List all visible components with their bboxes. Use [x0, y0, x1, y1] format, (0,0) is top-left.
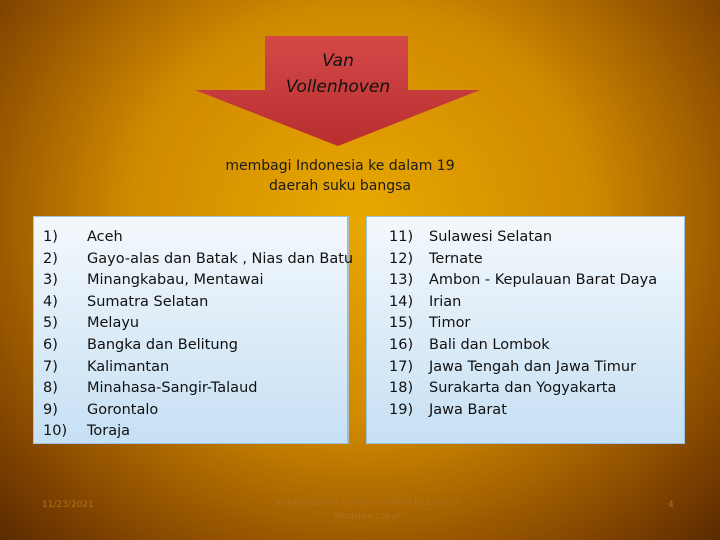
item-number: 19) — [389, 401, 414, 418]
item-name: Bangka dan Belitung — [87, 336, 238, 353]
item-name: Gayo-alas dan Batak , Nias dan Batu — [87, 250, 354, 267]
list-item — [43, 292, 353, 314]
list-item — [389, 335, 657, 357]
item-name: Gorontalo — [87, 401, 159, 418]
list-item — [389, 357, 657, 379]
list-item — [389, 292, 657, 314]
list-item — [389, 313, 657, 335]
item-name: Jawa Barat — [429, 401, 507, 418]
arrow-title-line1: Van — [322, 51, 354, 71]
item-number: 11) — [389, 229, 414, 245]
item-name: Timor — [429, 315, 471, 332]
arrow-title — [268, 48, 408, 100]
item-name: Melayu — [87, 315, 140, 332]
footer-caption-line2: Moustan Lokal — [334, 512, 400, 522]
left-region-panel — [33, 216, 354, 444]
item-name: Minahasa-Sangir-Talaud — [87, 380, 258, 397]
item-number: 16) — [389, 336, 414, 353]
list-item — [389, 227, 657, 249]
list-item — [43, 270, 353, 292]
item-number: 15) — [389, 315, 414, 332]
item-name: Toraja — [87, 423, 131, 440]
item-number: 6) — [43, 336, 58, 353]
item-number: 4) — [43, 293, 58, 310]
item-number: 9) — [43, 401, 58, 418]
right-region-list — [389, 227, 657, 421]
item-name: Ternate — [429, 250, 483, 267]
page-number: 4 — [668, 500, 674, 510]
footer-caption-line1: Keberagaman Budaya - PMKTI Industri // — [276, 498, 458, 508]
item-number: 17) — [389, 358, 414, 375]
footer-caption — [252, 496, 482, 524]
item-name: Aceh — [87, 229, 123, 245]
list-item — [43, 421, 353, 443]
item-name: Minangkabau, Mentawai — [87, 272, 264, 289]
item-name: Sumatra Selatan — [87, 293, 209, 310]
item-number: 7) — [43, 358, 58, 375]
item-number: 13) — [389, 272, 414, 289]
list-item — [43, 357, 353, 379]
list-item — [43, 400, 353, 422]
arrow-title-line2: Vollenhoven — [285, 77, 391, 97]
list-item — [43, 335, 353, 357]
item-name: Ambon - Kepulauan Barat Daya — [429, 272, 658, 289]
subtitle-line1: membagi Indonesia ke dalam 19 — [225, 158, 455, 174]
footer-date: 11/23/2021 — [42, 500, 94, 510]
subtitle — [200, 156, 480, 196]
item-number: 12) — [389, 250, 414, 267]
item-number: 14) — [389, 293, 414, 310]
item-name: Surakarta dan Yogyakarta — [429, 380, 617, 397]
item-name: Sulawesi Selatan — [429, 229, 553, 245]
list-item — [389, 270, 657, 292]
list-item — [43, 227, 353, 249]
list-item — [43, 249, 353, 271]
list-item — [43, 378, 353, 400]
item-number: 5) — [43, 315, 58, 332]
item-name: Jawa Tengah dan Jawa Timur — [429, 358, 637, 375]
item-name: Kalimantan — [87, 358, 170, 375]
list-item — [389, 378, 657, 400]
left-region-list — [43, 227, 353, 443]
list-item — [389, 249, 657, 271]
item-number: 18) — [389, 380, 414, 397]
item-name: Bali dan Lombok — [429, 336, 550, 353]
item-number: 1) — [43, 229, 58, 245]
item-number: 2) — [43, 250, 58, 267]
subtitle-line2: daerah suku bangsa — [268, 178, 411, 194]
item-name: Irian — [429, 293, 462, 310]
right-region-panel — [366, 216, 685, 444]
list-item — [389, 400, 657, 422]
item-number: 3) — [43, 272, 58, 289]
item-number: 8) — [43, 380, 58, 397]
list-item — [43, 313, 353, 335]
item-number: 10) — [43, 423, 68, 440]
title-arrow — [0, 0, 720, 160]
